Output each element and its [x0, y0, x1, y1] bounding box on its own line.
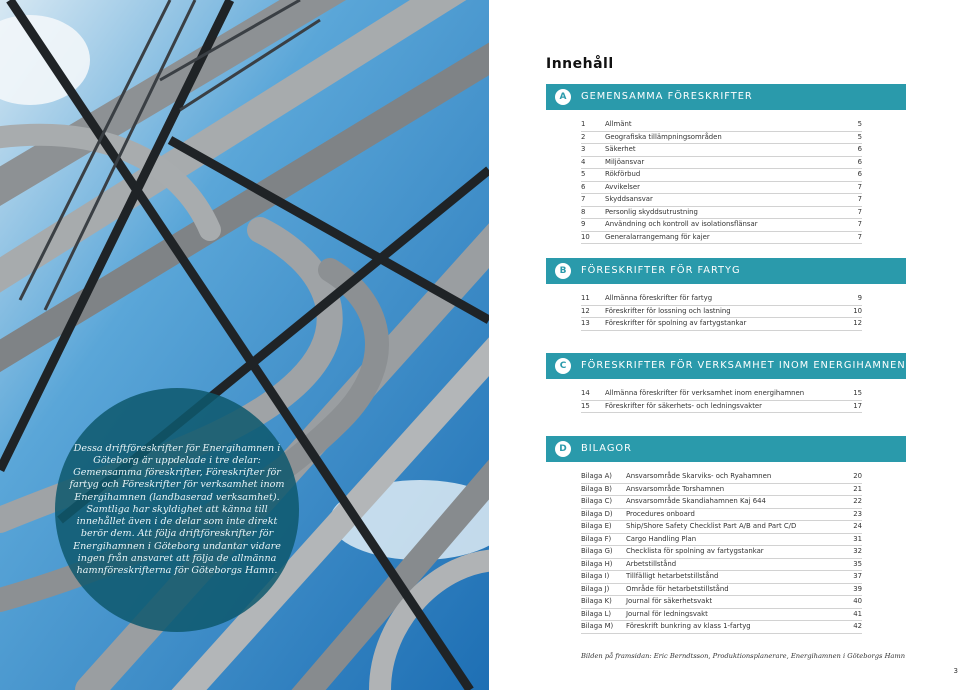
toc-entry[interactable]	[581, 484, 862, 497]
section-c-title: FÖRESKRIFTER FÖR VERKSAMHET INOM ENERGIHAMNEN	[581, 360, 906, 371]
section-c-badge: C	[555, 358, 571, 374]
toc-entry-number: Bilaga E)	[581, 522, 612, 530]
toc-entry-number: Bilaga K)	[581, 597, 612, 605]
toc-entry-page: 23	[853, 509, 862, 518]
toc-entry-title: Tillfälligt hetarbetstillstånd	[626, 572, 719, 580]
section-b-title: FÖRESKRIFTER FÖR FARTYG	[581, 265, 741, 276]
toc-entry-number: 10	[581, 232, 590, 241]
toc-entry-page: 15	[853, 389, 862, 397]
toc-list-b	[581, 293, 862, 331]
toc-list-c	[581, 388, 862, 413]
toc-entry-page: 9	[857, 294, 862, 302]
toc-entry[interactable]	[581, 546, 862, 559]
section-a-badge: A	[555, 89, 571, 105]
toc-entry-page: 20	[853, 472, 862, 480]
toc-entry-page: 39	[853, 584, 862, 593]
toc-entry-number: Bilaga M)	[581, 622, 614, 630]
toc-entry[interactable]	[581, 388, 862, 401]
toc-entry[interactable]	[581, 207, 862, 220]
toc-entry[interactable]	[581, 169, 862, 182]
toc-entry[interactable]	[581, 119, 862, 132]
toc-entry-title: Personlig skyddsutrustning	[605, 207, 698, 216]
toc-entry-title: Föreskrift bunkring av klass 1-fartyg	[626, 622, 751, 630]
section-d-title: BILAGOR	[581, 443, 632, 454]
photo-credit: Bilden på framsidan: Eric Berndtsson, Produktionsplanerare, Energihamnen i Göteborgs Hamn	[581, 652, 906, 660]
toc-entry-number: 1	[581, 120, 586, 128]
toc-entry-title: Område för hetarbetstillstånd	[626, 584, 729, 593]
toc-entry-number: 6	[581, 182, 586, 191]
toc-entry-page: 40	[853, 597, 862, 605]
toc-entry[interactable]	[581, 132, 862, 145]
toc-entry-number: Bilaga H)	[581, 559, 613, 568]
toc-entry[interactable]	[581, 609, 862, 622]
toc-entry-title: Generalarrangemang för kajer	[605, 232, 710, 241]
contents-page	[489, 0, 960, 690]
toc-entry[interactable]	[581, 401, 862, 414]
toc-entry-title: Arbetstillstånd	[626, 559, 677, 568]
toc-entry-page: 7	[857, 232, 862, 241]
toc-entry-title: Ansvarsområde Torshamnen	[626, 484, 725, 493]
toc-entry-number: 5	[581, 170, 586, 178]
intro-text: Dessa driftföreskrifter för Energihamnen i Göteborg är uppdelade i tre delar: Gemensamma föreskrifter, Föreskrifter för fartyg och Föreskrifter för verksamhet inom Energihamnen (landbaserad verksamhet). Samtliga har skyldighet att känna till innehållet även i de delar som inte direkt berör dem. Att följa driftföreskrifter för Energihamnen i Göteborg undantar vidare ingen från ansvaret att följa de allmänna hamnföreskrifterna för Göteborgs Hamn.	[69, 442, 285, 576]
toc-entry-title: Procedures onboard	[626, 509, 695, 518]
toc-entry-page: 37	[853, 572, 862, 580]
toc-entry-number: 12	[581, 306, 590, 315]
toc-entry-page: 24	[853, 522, 862, 530]
toc-entry[interactable]	[581, 496, 862, 509]
toc-entry-title: Föreskrifter för spolning av fartygstankar	[605, 319, 747, 327]
toc-entry[interactable]	[581, 559, 862, 572]
toc-entry[interactable]	[581, 157, 862, 170]
toc-entry-number: Bilaga C)	[581, 497, 613, 505]
toc-entry-number: Bilaga J)	[581, 584, 610, 593]
toc-entry-number: 7	[581, 195, 586, 203]
toc-entry-number: 13	[581, 319, 590, 327]
toc-entry-page: 21	[853, 484, 862, 493]
section-d-badge: D	[555, 441, 571, 457]
toc-entry-number: 9	[581, 220, 586, 228]
toc-entry-title: Allmänna föreskrifter för verksamhet inom energihamnen	[605, 389, 805, 397]
toc-entry-page: 22	[853, 497, 862, 505]
section-d-header	[546, 436, 906, 462]
toc-entry-title: Journal för ledningsvakt	[626, 609, 708, 618]
toc-entry-page: 5	[857, 120, 862, 128]
toc-entry-number: 2	[581, 132, 586, 141]
toc-entry-page: 6	[857, 170, 862, 178]
toc-entry-page: 12	[853, 319, 862, 327]
toc-entry[interactable]	[581, 571, 862, 584]
toc-entry-title: Checklista för spolning av fartygstankar	[626, 547, 764, 555]
section-a-title: GEMENSAMMA FÖRESKRIFTER	[581, 91, 753, 102]
toc-list-d	[581, 471, 862, 634]
toc-entry-number: Bilaga F)	[581, 534, 612, 543]
toc-entry-number: 3	[581, 145, 586, 153]
toc-entry-title: Allmänt	[605, 120, 632, 128]
toc-entry[interactable]	[581, 232, 862, 245]
toc-entry[interactable]	[581, 521, 862, 534]
toc-entry-number: 14	[581, 389, 590, 397]
toc-entry-number: Bilaga B)	[581, 484, 612, 493]
toc-entry-title: Allmänna föreskrifter för fartyg	[605, 294, 713, 302]
toc-entry[interactable]	[581, 584, 862, 597]
toc-entry-page: 5	[857, 132, 862, 141]
toc-entry-number: Bilaga G)	[581, 547, 613, 555]
toc-entry-title: Ansvarsområde Skandiahamnen Kaj 644	[626, 497, 766, 505]
toc-entry-title: Journal för säkerhetsvakt	[626, 597, 713, 605]
toc-entry-page: 42	[853, 622, 862, 630]
toc-entry-page: 10	[853, 306, 862, 315]
toc-entry-page: 6	[857, 145, 862, 153]
toc-entry-title: Rökförbud	[605, 170, 641, 178]
toc-entry-page: 31	[853, 534, 862, 543]
toc-entry-title: Avvikelser	[605, 182, 640, 191]
toc-entry[interactable]	[581, 194, 862, 207]
toc-entry[interactable]	[581, 306, 862, 319]
page-title: Innehåll	[546, 56, 614, 72]
toc-entry-page: 7	[857, 220, 862, 228]
toc-entry-page: 17	[853, 401, 862, 410]
toc-entry-title: Användning och kontroll av isolationsflänsar	[605, 220, 758, 228]
section-b-header	[546, 258, 906, 284]
toc-entry-title: Cargo Handling Plan	[626, 534, 697, 543]
toc-entry[interactable]	[581, 534, 862, 547]
section-b-badge: B	[555, 263, 571, 279]
toc-entry-page: 7	[857, 182, 862, 191]
toc-entry[interactable]	[581, 471, 862, 484]
toc-entry-number: Bilaga L)	[581, 609, 612, 618]
toc-entry-title: Ship/Shore Safety Checklist Part A/B and Part C/D	[626, 522, 797, 530]
toc-entry[interactable]	[581, 219, 862, 232]
toc-entry-page: 41	[853, 609, 862, 618]
toc-entry-number: Bilaga D)	[581, 509, 613, 518]
toc-entry-title: Föreskrifter för säkerhets- och ledningsvakter	[605, 401, 762, 410]
toc-entry[interactable]	[581, 318, 862, 331]
toc-entry-page: 7	[857, 195, 862, 203]
toc-entry-page: 6	[857, 157, 862, 166]
toc-entry[interactable]	[581, 182, 862, 195]
toc-entry-title: Föreskrifter för lossning och lastning	[605, 306, 731, 315]
toc-entry-title: Geografiska tillämpningsområden	[605, 132, 722, 141]
page-number: 3	[953, 667, 958, 675]
toc-entry-title: Miljöansvar	[605, 157, 645, 166]
toc-entry-page: 7	[857, 207, 862, 216]
toc-entry-title: Skyddsansvar	[605, 195, 653, 203]
toc-entry-number: 4	[581, 157, 586, 166]
intro-circle	[55, 388, 299, 632]
toc-entry[interactable]	[581, 144, 862, 157]
toc-entry-number: Bilaga A)	[581, 472, 612, 480]
toc-entry[interactable]	[581, 621, 862, 634]
toc-entry-number: 11	[581, 294, 590, 302]
toc-entry[interactable]	[581, 596, 862, 609]
toc-entry-number: 8	[581, 207, 586, 216]
section-c-header	[546, 353, 906, 379]
toc-entry-title: Ansvarsområde Skarviks- och Ryahamnen	[626, 472, 772, 480]
toc-list-a	[581, 119, 862, 244]
toc-entry-number: Bilaga I)	[581, 572, 610, 580]
toc-entry-page: 35	[853, 559, 862, 568]
toc-entry-page: 32	[853, 547, 862, 555]
section-a-header	[546, 84, 906, 110]
toc-entry[interactable]	[581, 509, 862, 522]
toc-entry-number: 15	[581, 401, 590, 410]
toc-entry[interactable]	[581, 293, 862, 306]
toc-entry-title: Säkerhet	[605, 145, 636, 153]
